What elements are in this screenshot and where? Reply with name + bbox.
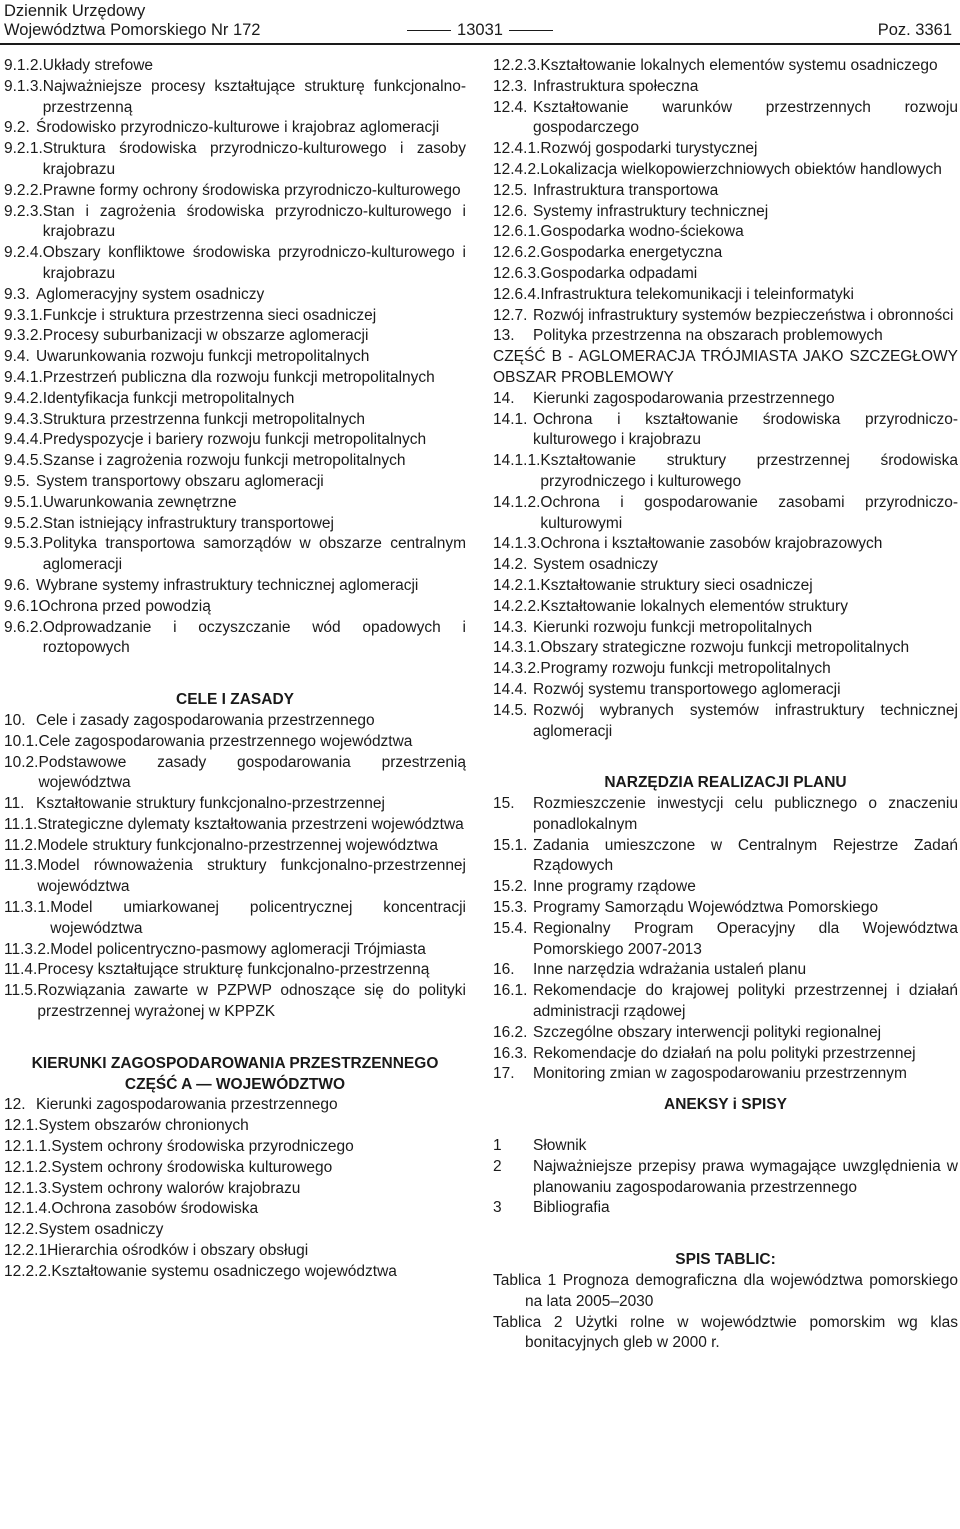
toc-entry-text: Cele i zasady zagospodarowania przestrzennego: [36, 711, 375, 729]
toc-entry-number: 12.3.: [493, 77, 528, 95]
toc-entry-text: Rozwój infrastruktury systemów bezpieczeństwa i obronności: [533, 306, 954, 324]
toc-entry: [4, 181, 466, 202]
toc-entry-text: Rozwój wybranych systemów infrastruktury technicznej aglomeracji: [533, 701, 958, 740]
toc-entry: [4, 202, 466, 244]
toc-entry-number: 10.: [4, 711, 26, 729]
toc-entry-number: 15.3.: [493, 899, 528, 917]
toc-entry-number: 12.1.: [4, 1117, 39, 1135]
toc-entry-text: Stan istniejący infrastruktury transportowej: [42, 514, 334, 532]
toc-entry-text: System ochrony środowiska przyrodniczego: [51, 1138, 354, 1156]
toc-entry-number: 12.4.2.: [493, 160, 541, 178]
toc-entry-text: Uwarunkowania zewnętrzne: [42, 493, 237, 511]
toc-entry-number: 14.1.: [493, 410, 528, 428]
heading-kierunki: KIERUNKI ZAGOSPODAROWANIA PRZESTRZENNEGO: [31, 1054, 439, 1072]
toc-entry-number: 9.2.: [4, 119, 30, 137]
toc-entry: [4, 139, 466, 181]
toc-entry-text: Uwarunkowania rozwoju funkcji metropolitalnych: [36, 348, 370, 366]
toc-entry-text: Kierunki zagospodarowania przestrzennego: [533, 389, 835, 407]
toc-entry-text: Zadania umieszczone w Centralnym Rejestrze Zadań Rządowych: [533, 836, 958, 875]
toc-entry-text: Identyfikacja funkcji metropolitalnych: [42, 389, 295, 407]
toc-entry: [4, 493, 466, 514]
toc-entry-text: Model równoważenia struktury funkcjonalno-przestrzennej województwa: [37, 857, 466, 896]
toc-list-czesc-a: [4, 1095, 466, 1282]
toc-entry-text: System ochrony walorów krajobrazu: [51, 1179, 301, 1197]
toc-entry-number: 11.2.: [4, 836, 38, 854]
toc-entry-number: 12.: [4, 1096, 26, 1114]
toc-entry-text: Kierunki rozwoju funkcji metropolitalnych: [533, 618, 813, 636]
toc-entry-text: Inne narzędzia wdrażania ustaleń planu: [533, 961, 807, 979]
toc-entry: [493, 306, 958, 327]
toc-entry: [4, 1116, 466, 1137]
toc-entry: [493, 1157, 958, 1199]
toc-entry-text: Struktura przestrzenna funkcji metropolitalnych: [42, 410, 365, 428]
toc-entry-text: Cele zagospodarowania przestrzennego województwa: [38, 732, 413, 750]
toc-entry-number: 14.5.: [493, 701, 528, 719]
toc-entry-text: Infrastruktura transportowa: [533, 181, 719, 199]
toc-entry-text: Struktura środowiska przyrodniczo-kulturowego i zasoby krajobrazu: [42, 140, 466, 178]
toc-entry: [4, 118, 466, 139]
toc-entry-text: Lokalizacja wielkopowierzchniowych obiektów handlowych: [540, 160, 942, 178]
toc-entry-number: 2: [493, 1157, 502, 1175]
toc-entry: [4, 410, 466, 431]
toc-entry: [493, 264, 958, 285]
right-column: [493, 56, 958, 1354]
toc-entry-text: Odprowadzanie i oczyszczanie wód opadowych i roztopowych: [42, 618, 466, 657]
toc-entry-number: 11.3.2.: [4, 940, 51, 958]
toc-entry: [4, 1158, 466, 1179]
toc-entry-number: 12.6.4.: [493, 285, 541, 303]
toc-entry-number: 14.: [493, 389, 515, 407]
toc-entry-text: Rozmieszczenie inwestycji celu publicznego o znaczeniu ponadlokalnym: [533, 795, 958, 833]
toc-entry-number: 9.2.4.: [4, 244, 43, 262]
toc-entry: [493, 56, 958, 77]
toc-entry: [493, 1136, 958, 1157]
toc-entry: [4, 576, 466, 597]
toc-entry-number: 14.3.2.: [493, 660, 541, 678]
toc-entry-number: 12.2.3.: [493, 57, 541, 74]
toc-entry-number: 9.4.3.: [4, 410, 43, 428]
toc-list-chapter-12: [493, 56, 958, 347]
toc-entry: [4, 77, 466, 119]
toc-entry: [4, 753, 466, 795]
toc-entry: [4, 368, 466, 389]
toc-entry-text: Polityka transportowa samorządów w obszarze centralnym aglomeracji: [42, 535, 466, 574]
toc-entry-number: 9.3.: [4, 285, 30, 303]
toc-entry-text: Polityka przestrzenna na obszarach problemowych: [533, 327, 883, 345]
page-header: [0, 0, 960, 44]
table-list-item: Tablica 1 Prognoza demograficzna dla województwa pomorskiego na lata 2005–2030: [493, 1272, 958, 1310]
toc-entry: [493, 555, 958, 576]
toc-entry-number: 11.: [4, 795, 25, 813]
toc-entry: [4, 597, 466, 618]
toc-entry-text: Najważniejsze przepisy prawa wymagające uwzględnienia w planowaniu zagospodarowania przestrzennego: [533, 1157, 958, 1196]
toc-entry: [4, 1220, 466, 1241]
toc-entry-number: 12.6.3.: [493, 264, 541, 282]
header-rule: [0, 43, 960, 45]
toc-entry: [493, 326, 958, 347]
toc-entry: [493, 243, 958, 264]
toc-entry: [4, 285, 466, 306]
dash-right: [509, 30, 553, 32]
toc-entry-text: Model policentryczno-pasmowy aglomeracji Trójmiasta: [50, 940, 426, 958]
toc-entry-text: Predyspozycje i bariery rozwoju funkcji metropolitalnych: [42, 431, 427, 449]
toc-entry: [493, 1064, 958, 1085]
toc-entry-number: 9.5.: [4, 472, 30, 490]
toc-entry: [493, 1023, 958, 1044]
toc-entry-number: 9.4.4.: [4, 431, 43, 449]
toc-entry-number: 14.2.1.: [493, 576, 541, 594]
toc-entry-number: 16.3.: [493, 1044, 528, 1062]
toc-entry-number: 9.4.: [4, 348, 30, 366]
toc-entry-text: Środowisko przyrodniczo-kulturowe i krajobraz aglomeracji: [36, 119, 440, 137]
toc-entry-number: 9.4.1.: [4, 368, 43, 386]
toc-entry: [4, 1199, 466, 1220]
toc-entry-number: 9.4.2.: [4, 389, 43, 407]
toc-entry-number: 14.2.2.: [493, 597, 541, 615]
toc-entry: [4, 514, 466, 535]
toc-entry: [4, 1137, 466, 1158]
toc-list-aneksy: [493, 1136, 958, 1219]
toc-entry-text: Najważniejsze procesy kształtujące strukturę funkcjonalno-przestrzenną: [42, 77, 466, 116]
toc-entry-text: Wybrane systemy infrastruktury technicznej aglomeracji: [36, 576, 419, 594]
toc-entry: [493, 389, 958, 410]
toc-entry: [4, 534, 466, 576]
position-number: Poz. 3361: [877, 21, 952, 39]
toc-entry: [4, 618, 466, 660]
toc-entry: [4, 56, 466, 77]
toc-entry-text: Infrastruktura społeczna: [533, 77, 699, 95]
toc-entry: [493, 160, 958, 181]
toc-entry-text: Model umiarkowanej policentrycznej koncentracji województwa: [50, 899, 466, 937]
toc-entry-number: 12.6.2.: [493, 244, 541, 262]
toc-entry-number: 12.1.4.: [4, 1200, 52, 1218]
toc-entry-text: Monitoring zmian w zagospodarowaniu przestrzennym: [533, 1065, 907, 1083]
toc-entry: [493, 638, 958, 659]
toc-entry-number: 9.3.1.: [4, 306, 43, 324]
toc-entry-text: Regionalny Program Operacyjny dla Województwa Pomorskiego 2007-2013: [533, 919, 958, 958]
toc-entry-number: 14.3.: [493, 618, 528, 636]
toc-entry-number: 12.1.2.: [4, 1158, 52, 1176]
toc-entry: [4, 1095, 466, 1116]
toc-entry-number: 9.2.2.: [4, 181, 43, 199]
toc-entry-text: Kształtowanie systemu osadniczego województwa: [51, 1262, 397, 1280]
toc-entry-text: Procesy kształtujące strukturę funkcjonalno-przestrzenną: [37, 961, 430, 979]
toc-entry: [4, 836, 466, 857]
toc-entry: [493, 285, 958, 306]
toc-entry-text: Przestrzeń publiczna dla rozwoju funkcji metropolitalnych: [42, 368, 435, 386]
toc-entry-number: 12.2.1: [4, 1242, 48, 1260]
toc-entry-text: Inne programy rządowe: [533, 878, 696, 896]
toc-entry-number: 1: [493, 1137, 502, 1155]
toc-entry-number: 12.2.2.: [4, 1262, 52, 1280]
toc-entry: [493, 534, 958, 555]
toc-entry-text: System transportowy obszaru aglomeracji: [36, 472, 324, 490]
toc-entry-text: Rozwój gospodarki turystycznej: [540, 140, 758, 158]
toc-entry-number: 15.4.: [493, 919, 528, 937]
toc-entry-number: 9.5.1.: [4, 493, 43, 511]
toc-entry: [4, 1179, 466, 1200]
toc-entry: [493, 222, 958, 243]
toc-entry: [493, 898, 958, 919]
toc-entry: [493, 701, 958, 743]
toc-entry: [493, 98, 958, 140]
toc-entry: [493, 794, 958, 836]
toc-entry-number: 9.6.: [4, 576, 30, 594]
part-b-title: CZĘŚĆ B - AGLOMERACJA TRÓJMIASTA JAKO SZCZEGŁOWY OBSZAR PROBLEMOWY: [493, 348, 958, 386]
heading-czesc-a: CZĘŚĆ A — WOJEWÓDZTWO: [124, 1075, 346, 1093]
toc-entry: [4, 347, 466, 368]
toc-entry-number: 14.1.2.: [493, 493, 541, 511]
toc-entry-number: 11.1.: [4, 815, 38, 833]
toc-entry: [493, 877, 958, 898]
toc-entry: [493, 1044, 958, 1065]
toc-entry: [4, 794, 466, 815]
toc-entry-text: Kształtowanie struktury funkcjonalno-przestrzennej: [36, 795, 385, 813]
toc-entry: [493, 451, 958, 493]
toc-entry: [493, 659, 958, 680]
toc-entry-text: Prawne formy ochrony środowiska przyrodniczo-kulturowego: [42, 181, 461, 199]
toc-entry-text: Stan i zagrożenia środowiska przyrodniczo-kulturowego i krajobrazu: [42, 202, 466, 241]
toc-entry-number: 16.: [493, 961, 515, 979]
toc-entry-text: Gospodarka odpadami: [540, 264, 698, 282]
left-column: [4, 56, 466, 1283]
toc-entry-number: 15.: [493, 795, 515, 813]
toc-entry-number: 10.2.: [4, 753, 39, 771]
toc-entry: [4, 732, 466, 753]
toc-entry-number: 12.2.: [4, 1221, 39, 1239]
toc-entry-number: 15.2.: [493, 878, 528, 896]
toc-entry-number: 12.5.: [493, 181, 528, 199]
toc-entry-text: Układy strefowe: [42, 57, 154, 74]
toc-entry-text: Ochrona przed powodzią: [38, 597, 211, 615]
toc-entry: [4, 940, 466, 961]
toc-entry: [493, 139, 958, 160]
toc-entry-number: 17.: [493, 1065, 515, 1083]
toc-entry: [4, 981, 466, 1023]
toc-entry: [4, 960, 466, 981]
toc-entry-number: 11.3.: [4, 857, 38, 875]
toc-entry-number: 9.3.2.: [4, 327, 43, 345]
toc-entry: [4, 711, 466, 732]
toc-entry-number: 15.1.: [493, 836, 528, 854]
toc-entry: [4, 472, 466, 493]
toc-entry-text: Podstawowe zasady gospodarowania przestrzenią województwa: [38, 753, 466, 792]
toc-entry-number: 9.1.3.: [4, 77, 43, 95]
toc-entry-text: Ochrona zasobów środowiska: [51, 1200, 259, 1218]
toc-entry: [493, 1198, 958, 1219]
toc-entry-number: 16.2.: [493, 1023, 528, 1041]
toc-entry: [4, 451, 466, 472]
toc-entry-number: 9.6.1: [4, 597, 39, 615]
toc-entry: [493, 618, 958, 639]
toc-entry-text: Procesy suburbanizacji w obszarze aglomeracji: [42, 327, 369, 345]
toc-entry-number: 11.3.1.: [4, 899, 51, 917]
toc-entry-text: Rekomendacje do krajowej polityki przestrzennej i działań administracji rządowej: [533, 982, 958, 1021]
toc-entry-text: System osadniczy: [38, 1221, 164, 1239]
toc-entry-text: Kształtowanie struktury sieci osadniczej: [540, 576, 813, 594]
toc-entry-number: 14.1.3.: [493, 535, 541, 553]
toc-entry-number: 9.1.2.: [4, 57, 43, 74]
toc-entry-number: 12.1.3.: [4, 1179, 52, 1197]
toc-entry-text: Infrastruktura telekomunikacji i teleinformatyki: [540, 285, 854, 303]
toc-entry-text: Modele struktury funkcjonalno-przestrzennej województwa: [37, 836, 438, 854]
toc-entry-number: 12.7.: [493, 306, 528, 324]
toc-entry-number: 14.4.: [493, 680, 528, 698]
heading-spis-tablic: SPIS TABLIC:: [675, 1251, 776, 1269]
toc-entry-number: 14.2.: [493, 556, 528, 574]
toc-entry-text: Programy rozwoju funkcji metropolitalnych: [540, 660, 831, 678]
toc-entry-number: 9.2.3.: [4, 202, 43, 220]
publication-issue: Województwa Pomorskiego Nr 172: [4, 21, 261, 39]
toc-entry-text: Gospodarka energetyczna: [540, 244, 723, 262]
toc-entry-number: 9.5.2.: [4, 514, 43, 532]
toc-entry-text: Gospodarka wodno-ściekowa: [540, 223, 744, 241]
toc-entry-number: 14.1.1.: [493, 452, 541, 470]
toc-entry: [493, 77, 958, 98]
toc-entry: [4, 306, 466, 327]
toc-entry-text: Kształtowanie lokalnych elementów struktury: [540, 597, 848, 615]
toc-entry: [493, 680, 958, 701]
toc-entry-text: System osadniczy: [533, 556, 658, 574]
toc-entry: [4, 1241, 466, 1262]
toc-entry-text: System obszarów chronionych: [38, 1117, 249, 1135]
toc-entry-text: Rekomendacje do działań na polu polityki przestrzennej: [533, 1044, 916, 1062]
toc-entry: [4, 430, 466, 451]
toc-entry: [4, 326, 466, 347]
toc-entry-text: Bibliografia: [533, 1199, 610, 1217]
toc-entry-text: Ochrona i kształtowanie zasobów krajobrazowych: [540, 535, 883, 553]
toc-entry-number: 11.5.: [4, 982, 38, 1000]
toc-entry-text: Kształtowanie struktury przestrzennej środowiska przyrodniczego i kulturowego: [540, 452, 958, 490]
toc-entry: [493, 981, 958, 1023]
toc-entry-text: System ochrony środowiska kulturowego: [51, 1158, 333, 1176]
toc-entry-number: 9.6.2.: [4, 618, 43, 636]
toc-entry: [4, 856, 466, 898]
heading-aneksy: ANEKSY i SPISY: [664, 1096, 787, 1114]
toc-entry-text: Rozwój systemu transportowego aglomeracji: [533, 680, 841, 698]
toc-entry-text: Obszary konfliktowe środowiska przyrodniczo-kulturowego i krajobrazu: [42, 244, 466, 282]
toc-entry-number: 14.3.1.: [493, 639, 541, 657]
toc-entry-number: 12.6.1.: [493, 223, 541, 241]
toc-entry: [4, 815, 466, 836]
toc-entry: [4, 898, 466, 940]
toc-entry-text: Systemy infrastruktury technicznej: [533, 202, 769, 220]
toc-entry-text: Szanse i zagrożenia rozwoju funkcji metropolitalnych: [42, 452, 406, 470]
toc-entry-text: Strategiczne dylematy kształtowania przestrzeni województwa: [37, 815, 464, 833]
toc-entry: [4, 389, 466, 410]
toc-entry-text: Ochrona i gospodarowanie zasobami przyrodniczo-kulturowymi: [540, 493, 958, 532]
toc-entry: [493, 493, 958, 535]
toc-entry: [4, 243, 466, 285]
toc-entry-text: Aglomeracyjny system osadniczy: [36, 285, 265, 303]
toc-entry: [493, 410, 958, 452]
toc-entry-number: 9.2.1.: [4, 140, 43, 158]
toc-entry-text: Słownik: [533, 1137, 587, 1155]
toc-list-cele: [4, 711, 466, 1023]
toc-list-narzedzia: [493, 794, 958, 1085]
toc-entry-number: 11.4.: [4, 961, 38, 979]
toc-entry-number: 9.5.3.: [4, 535, 43, 553]
toc-entry: [493, 597, 958, 618]
toc-entry: [4, 1262, 466, 1283]
toc-entry-text: Rozwiązania zawarte w PZPWP odnoszące się do polityki przestrzennej wyrażonej w KPPZK: [37, 982, 466, 1021]
toc-entry: [493, 960, 958, 981]
heading-narzedzia: NARZĘDZIA REALIZACJI PLANU: [604, 774, 847, 792]
toc-entry: [493, 181, 958, 202]
toc-entry-number: 10.1.: [4, 732, 39, 750]
dash-left: [407, 30, 451, 32]
toc-list-chapter-9: [4, 56, 466, 659]
toc-entry-number: 12.6.: [493, 202, 528, 220]
toc-entry-number: 12.4.: [493, 98, 528, 116]
toc-entry-text: Szczególne obszary interwencji polityki regionalnej: [533, 1023, 882, 1041]
toc-entry-number: 12.1.1.: [4, 1138, 52, 1156]
page-number: [0, 21, 960, 40]
toc-entry-text: Hierarchia ośrodków i obszary obsługi: [47, 1242, 309, 1260]
toc-entry: [493, 202, 958, 223]
toc-entry-number: 9.4.5.: [4, 452, 43, 470]
toc-entry-text: Kierunki zagospodarowania przestrzennego: [36, 1096, 338, 1114]
toc-entry-number: 3: [493, 1199, 502, 1217]
table-list-item: Tablica 2 Użytki rolne w województwie pomorskim wg klas bonitacyjnych gleb w 2000 r.: [493, 1313, 958, 1352]
toc-entry-text: Ochrona i kształtowanie środowiska przyrodniczo-kulturowego i krajobrazu: [533, 410, 958, 449]
toc-entry: [493, 836, 958, 878]
toc-entry-text: Kształtowanie warunków przestrzennych rozwoju gospodarczego: [533, 98, 958, 137]
table-list: [493, 1271, 958, 1354]
heading-cele-i-zasady: CELE I ZASADY: [176, 691, 294, 709]
page-number-value: 13031: [457, 21, 503, 39]
toc-entry-text: Programy Samorządu Województwa Pomorskiego: [533, 899, 879, 917]
toc-entry-text: Kształtowanie lokalnych elementów systemu osadniczego: [540, 57, 938, 74]
toc-entry: [493, 919, 958, 961]
toc-entry-text: Funkcje i struktura przestrzenna sieci osadniczej: [42, 306, 377, 324]
publication-name: Dziennik Urzędowy: [4, 2, 146, 20]
toc-entry-text: Obszary strategiczne rozwoju funkcji metropolitalnych: [540, 639, 910, 657]
toc-entry-number: 16.1.: [493, 982, 528, 1000]
toc-entry-number: 13.: [493, 327, 515, 345]
toc-entry-number: 12.4.1.: [493, 140, 541, 158]
toc-entry: [493, 576, 958, 597]
toc-list-czesc-b: [493, 389, 958, 743]
